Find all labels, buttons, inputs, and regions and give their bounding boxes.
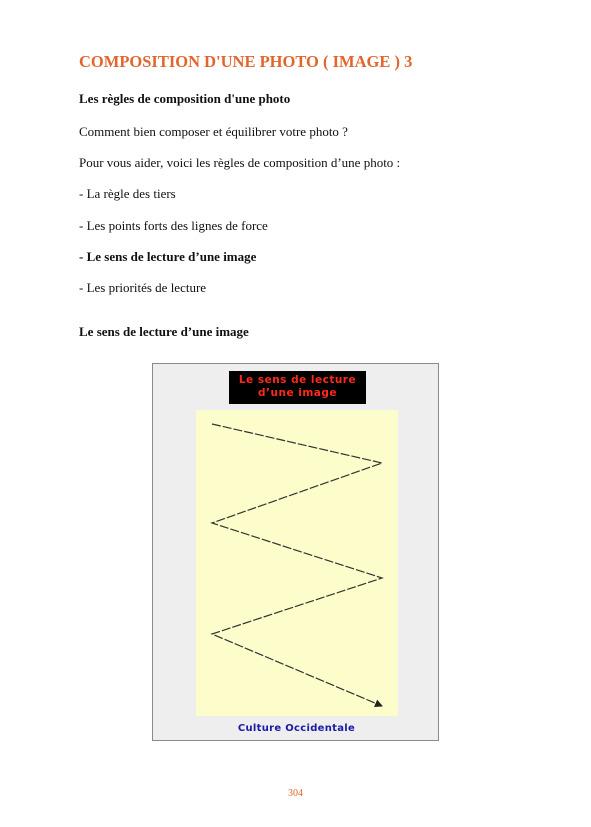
rule-item-1: - La règle des tiers [79,186,176,201]
figure-title-line-1: Le sens de lecture [238,374,357,386]
figure-caption: Culture Occidentale [237,723,356,734]
reading-path-line [212,424,382,706]
section-heading: Le sens de lecture d’une image [79,324,249,339]
rule-item-3: - Le sens de lecture d’une image [79,249,257,264]
figure-title [229,371,366,404]
figure-panel [196,410,398,716]
zigzag-arrow-diagram [196,410,398,716]
figure-title-line-2: d’une image [258,387,337,399]
intro-text: Pour vous aider, voici les règles de composition d’une photo : [79,155,401,170]
intro-question: Comment bien composer et équilibrer votre photo ? [79,124,348,139]
rule-item-4: - Les priorités de lecture [79,280,207,295]
page-title: COMPOSITION D'UNE PHOTO ( IMAGE ) 3 [79,52,413,71]
rule-item-2: - Les points forts des lignes de force [79,218,268,233]
page-number: 304 [288,788,303,799]
reading-direction-figure [152,363,439,741]
subtitle: Les règles de composition d'une photo [79,91,291,106]
